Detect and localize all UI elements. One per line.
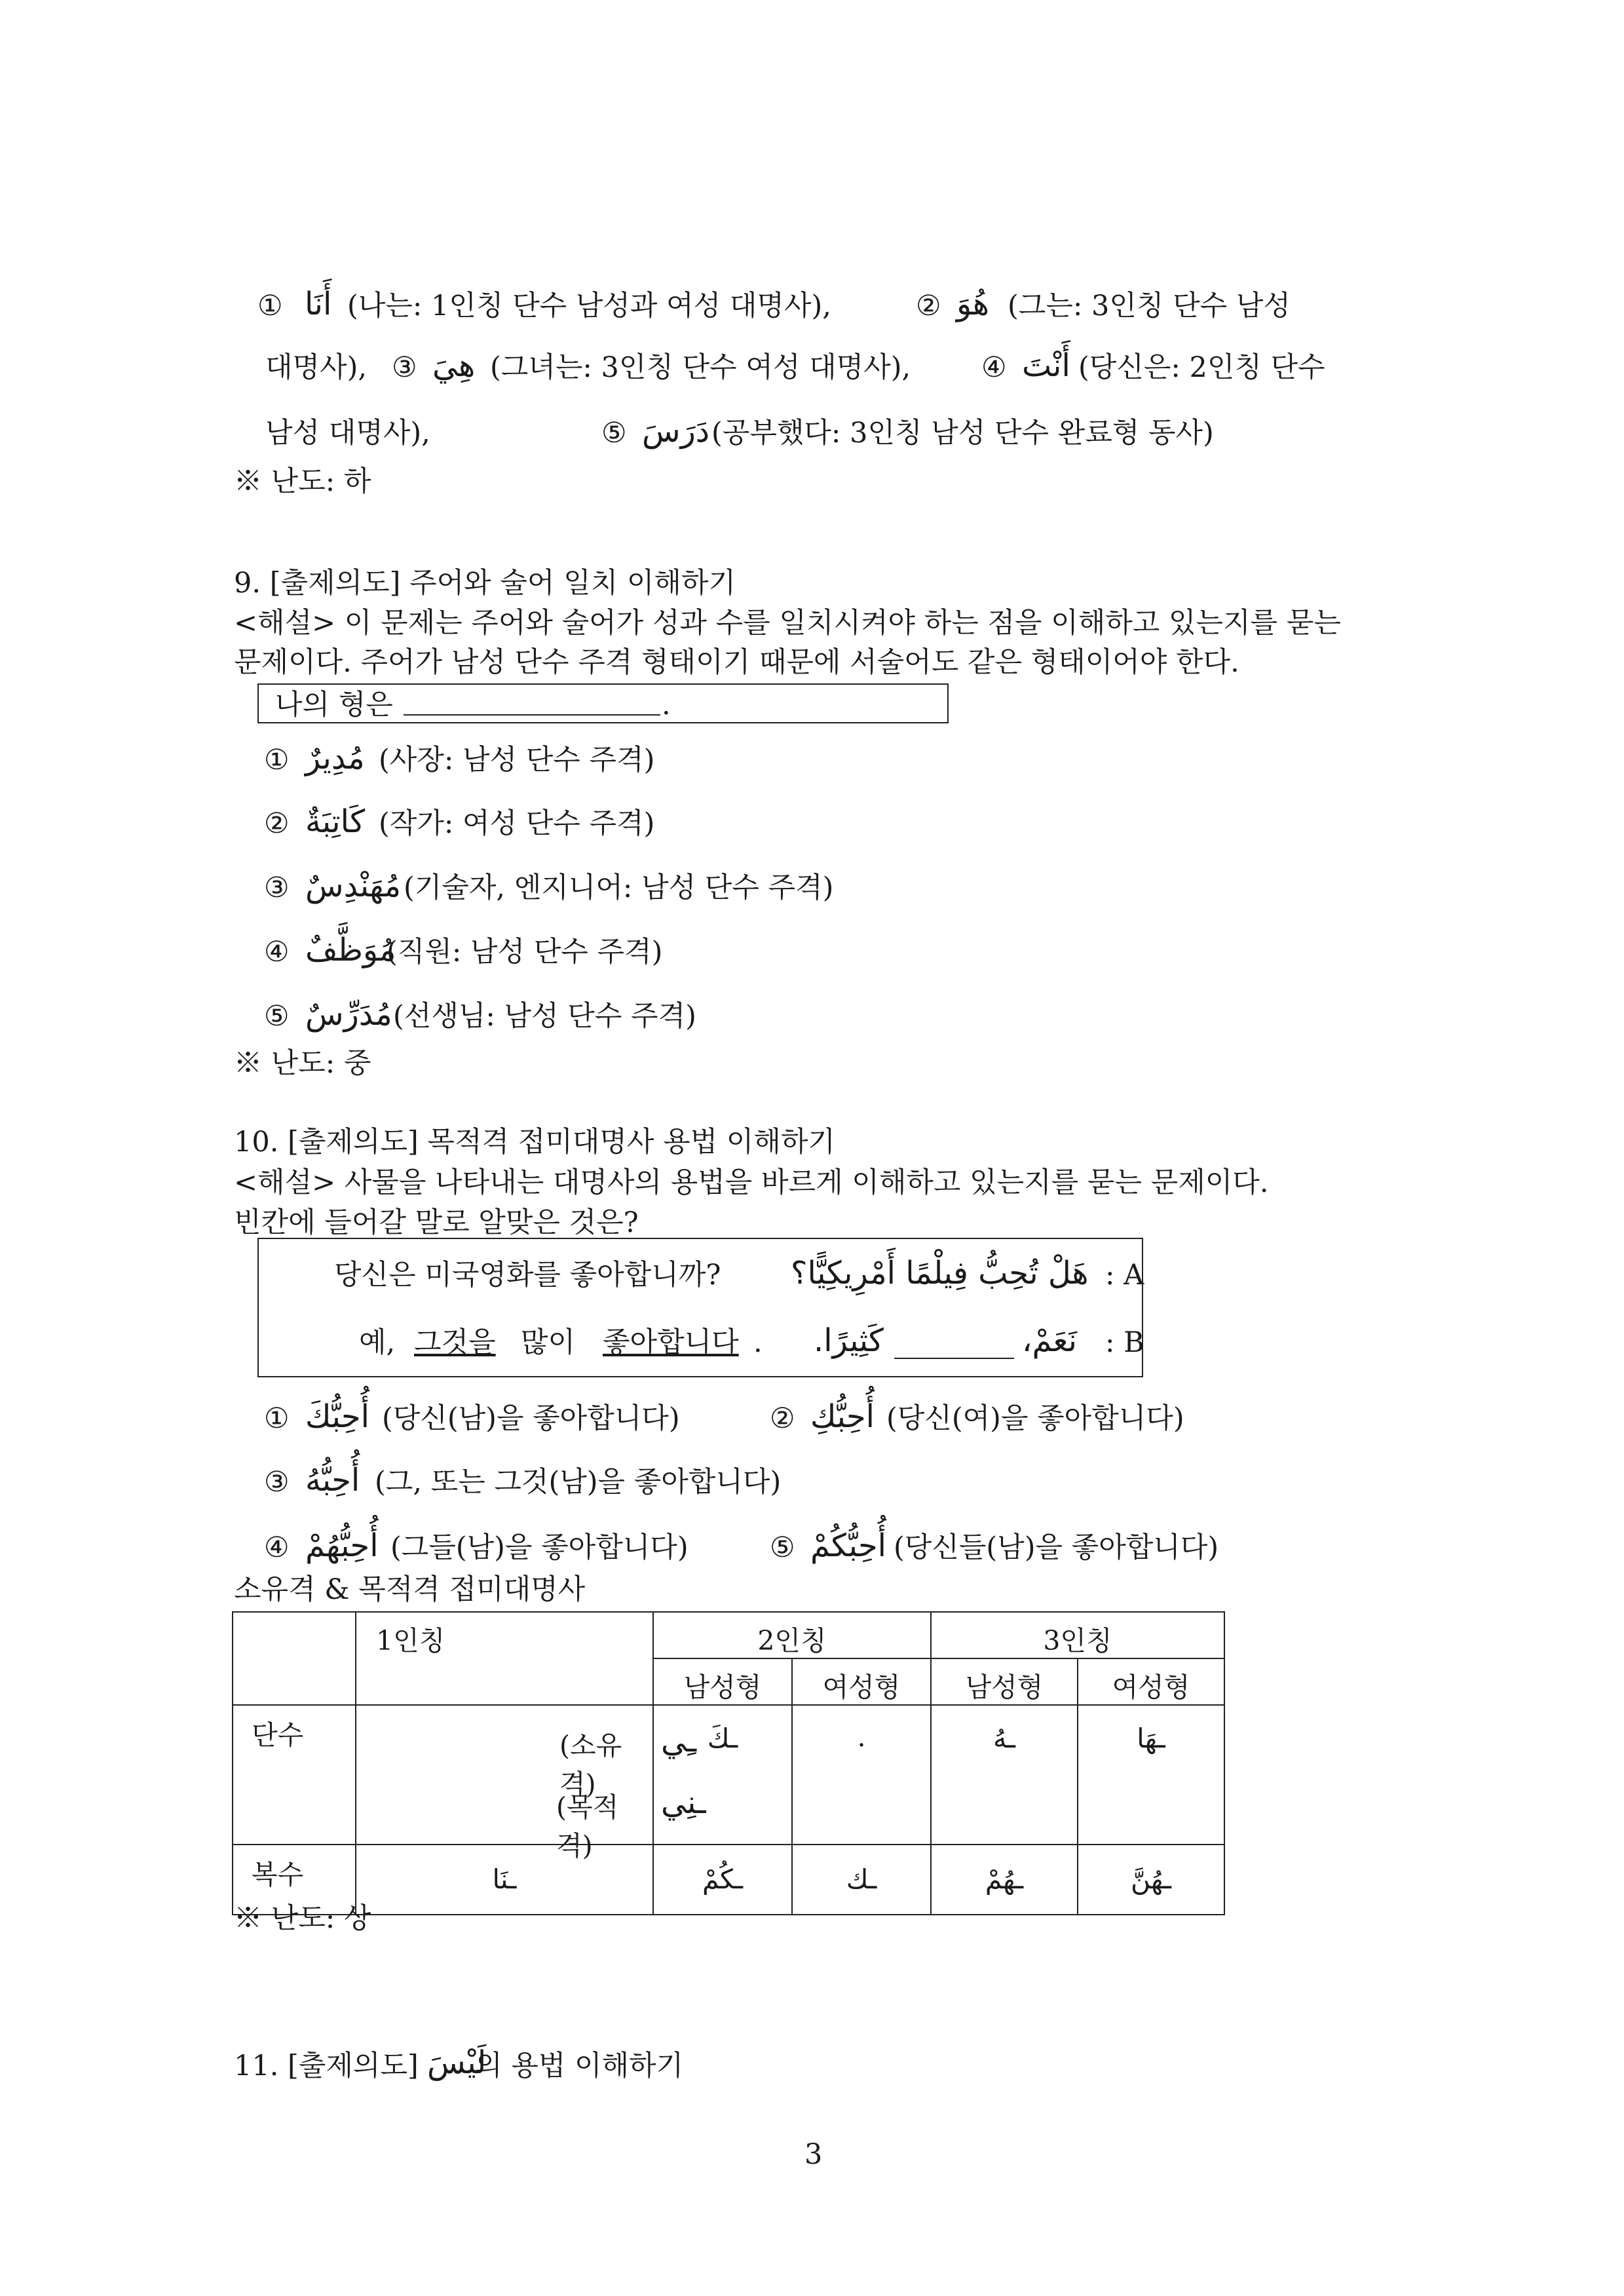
option-number: ③ [392, 351, 417, 384]
option-number: ② [264, 807, 290, 840]
arabic-word: أُحِبُّهُ [305, 1462, 360, 1499]
cell-2nd-masc-plural: ـكُمْ [653, 1845, 792, 1915]
arabic-suffix: ـنِي [661, 1784, 706, 1821]
question-prompt: 빈칸에 들어갈 말로 알맞은 것은? [234, 1206, 639, 1239]
option-description: (당신들(남)을 좋아합니다) [894, 1531, 1219, 1564]
option-number: ② [916, 290, 941, 322]
answer-blank [894, 1358, 1014, 1359]
korean-translation: 예, [359, 1326, 396, 1359]
option-description: (직원: 남성 단수 주격) [387, 936, 663, 968]
explanation-text: <해설> 이 문제는 주어와 술어가 성과 수를 일치시켜야 하는 점을 이해하고 있는지를 묻는 [234, 607, 1341, 640]
cell-1st-plural: ـنَا [356, 1845, 653, 1915]
option-number: ⑤ [601, 417, 627, 450]
header-2nd-person: 2인칭 [653, 1612, 931, 1658]
option-description: (당신(여)을 좋아합니다) [886, 1402, 1184, 1435]
arabic-word: أُحِبُّكُمْ [810, 1527, 886, 1564]
korean-translation: . [753, 1326, 763, 1359]
cell-2nd-fem-singular: . [792, 1705, 931, 1845]
option-number: ③ [264, 871, 290, 904]
continuation-text: 대명사), [265, 351, 368, 384]
row-label-singular: 단수 [233, 1705, 356, 1845]
option-number: ① [257, 290, 283, 322]
option-description: (그는: 3인칭 단수 남성 [1008, 290, 1291, 322]
table-caption: 소유격 & 목적격 접미대명사 [234, 1573, 586, 1606]
arabic-word: مُهَنْدِسٌ [305, 868, 402, 904]
corner-cell [233, 1612, 356, 1705]
arabic-word: هِيَ [432, 347, 476, 384]
row-label-plural: 복수 [233, 1845, 356, 1915]
arabic-sentence: هَلْ تُحِبُّ فِيلْمًا أَمْرِيكِيًّا؟ [791, 1255, 1089, 1292]
cell-3rd-fem-singular: ـهَا [1078, 1705, 1224, 1845]
case-label: (소유격) [559, 1730, 622, 1800]
option-number: ④ [981, 351, 1007, 384]
arabic-word: لَيْسَ [427, 2044, 487, 2081]
arabic-word: أَنْتَ [1022, 347, 1070, 384]
arabic-word: هُوَ [956, 286, 990, 322]
option-number: ② [770, 1402, 795, 1435]
question-title: 10. [출제의도] 목적격 접미대명사 용법 이해하기 [234, 1126, 835, 1158]
arabic-suffix: ـِي [661, 1723, 697, 1759]
arabic-word: أُحِبُّكَ [305, 1398, 369, 1435]
option-description: (당신(남)을 좋아합니다) [382, 1402, 680, 1435]
korean-translation: 당신은 미국영화를 좋아합니까? [334, 1259, 721, 1292]
explanation-text: <해설> 사물을 나타내는 대명사의 용법을 바르게 이해하고 있는지를 묻는 문제이다. [234, 1166, 1269, 1199]
option-description: (그, 또는 그것(남)을 좋아합니다) [375, 1466, 782, 1499]
korean-underlined-word: 그것을 [414, 1326, 496, 1359]
header-feminine: 여성형 [792, 1658, 931, 1705]
box-period: . [662, 689, 671, 721]
option-description: (작가: 여성 단수 주격) [379, 807, 655, 840]
cell-3rd-masc-plural: ـهُمْ [931, 1845, 1078, 1915]
case-label: (목적격) [556, 1791, 619, 1862]
arabic-word: نَعَمْ، [1022, 1322, 1077, 1359]
difficulty-note: ※ 난도: 중 [234, 1047, 371, 1080]
difficulty-note: ※ 난도: 상 [234, 1902, 371, 1935]
header-masculine: 남성형 [931, 1658, 1078, 1705]
option-number: ③ [264, 1466, 290, 1499]
title-prefix: 11. [출제의도] [234, 2050, 419, 2082]
arabic-word: أُحِبُّكِ [810, 1398, 875, 1435]
suffix-pronoun-table [232, 1611, 1225, 1915]
option-number: ④ [264, 936, 290, 968]
header-feminine: 여성형 [1078, 1658, 1224, 1705]
question-title: 9. [출제의도] 주어와 술어 일치 이해하기 [234, 567, 736, 600]
box-sentence: 나의 형은 [275, 689, 393, 721]
cell-2nd-fem-plural: ـك [792, 1845, 931, 1915]
answer-blank [404, 714, 660, 716]
continuation-text: 남성 대명사), [265, 417, 430, 450]
arabic-word: مُدِيرٌ [305, 740, 365, 776]
arabic-word: كَثِيرًا. [814, 1322, 884, 1359]
cell-2nd-masc-singular: ـكَ [653, 1705, 792, 1845]
option-description: (공부했다: 3인칭 남성 단수 완료형 동사) [711, 417, 1214, 450]
cell-3rd-masc-singular: ـهُ [931, 1705, 1078, 1845]
option-description: (사장: 남성 단수 주격) [379, 744, 655, 776]
cell-1st-singular [356, 1705, 706, 1862]
option-description: (선생님: 남성 단수 주격) [393, 1000, 696, 1033]
option-description: (기술자, 엔지니어: 남성 단수 주격) [404, 871, 834, 904]
arabic-word: أَنَا [305, 286, 332, 322]
difficulty-note: ※ 난도: 하 [234, 465, 371, 498]
page-number: 3 [804, 2138, 823, 2171]
arabic-word: كَاتِبَةٌ [305, 803, 366, 840]
speaker-label: : A [1105, 1259, 1144, 1292]
option-description: (나는: 1인칭 단수 남성과 여성 대명사), [347, 290, 831, 322]
title-suffix: 의 용법 이해하기 [475, 2050, 684, 2082]
option-number: ① [264, 1402, 290, 1435]
header-3rd-person: 3인칭 [931, 1612, 1224, 1658]
speaker-label: : B [1105, 1326, 1144, 1359]
option-number: ④ [264, 1531, 290, 1564]
arabic-word: دَرَسَ [642, 413, 710, 450]
korean-translation: 많이 [521, 1326, 576, 1359]
option-number: ① [264, 744, 290, 776]
option-description: (그들(남)을 좋아합니다) [390, 1531, 689, 1564]
option-number: ⑤ [770, 1531, 795, 1564]
header-masculine: 남성형 [653, 1658, 792, 1705]
option-description: (그녀는: 3인칭 단수 여성 대명사), [490, 351, 911, 384]
option-number: ⑤ [264, 1000, 290, 1033]
arabic-word: مُوَظَّفٌ [305, 932, 396, 968]
arabic-word: أُحِبُّهُمْ [305, 1527, 379, 1564]
arabic-word: مُدَرِّسٌ [305, 996, 392, 1033]
option-description: (당신은: 2인칭 단수 [1078, 351, 1325, 384]
explanation-text: 문제이다. 주어가 남성 단수 주격 형태이기 때문에 서술어도 같은 형태이어야 한다. [234, 646, 1239, 679]
cell-3rd-fem-plural: ـهُنَّ [1078, 1845, 1224, 1915]
korean-underlined-word: 좋아합니다 [603, 1326, 739, 1359]
header-1st-person: 1인칭 [356, 1612, 653, 1705]
